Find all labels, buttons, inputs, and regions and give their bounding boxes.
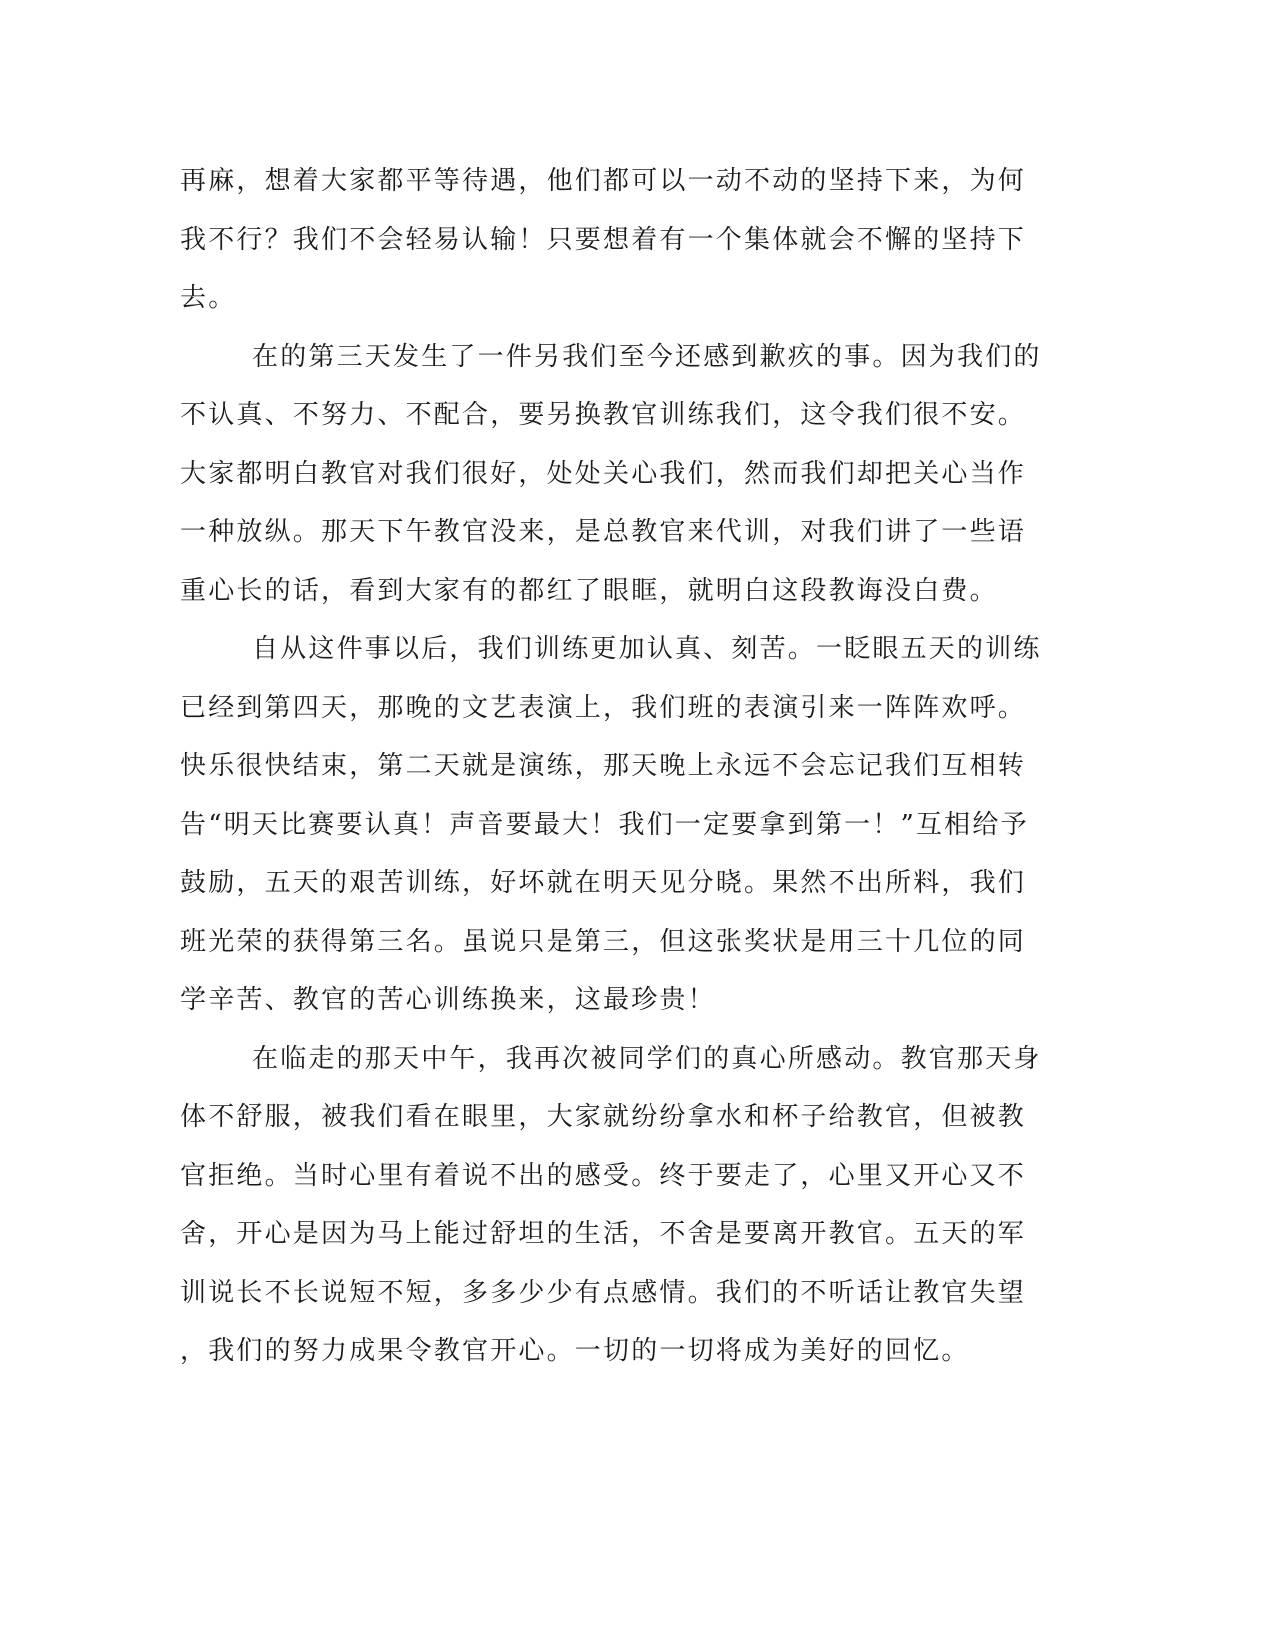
text-line: 不认真、不努力、不配合，要另换教官训练我们，这令我们很不安。 [180, 400, 1027, 430]
text-line: 再麻，想着大家都平等待遇，他们都可以一动不动的坚持下来，为何 [180, 166, 1027, 196]
text-line: 在临走的那天中午，我再次被同学们的真心所感动。教官那天身 [252, 1043, 1042, 1074]
text-line: 快乐很快结束，第二天就是演练，那天晚上永远不会忘记我们互相转 [180, 751, 1027, 781]
text-line: 自从这件事以后，我们训练更加认真、刻苦。一眨眼五天的训练 [252, 634, 1042, 664]
text-line: 鼓励，五天的艰苦训练，好坏就在明天见分晓。果然不出所料，我们 [180, 868, 1027, 898]
text-line: 在的第三天发生了一件另我们至今还感到歉疚的事。因为我们的 [252, 341, 1042, 372]
text-line: 舍，开心是因为马上能过舒坦的生活，不舍是要离开教官。五天的军 [180, 1219, 1027, 1249]
text-line: ，我们的努力成果令教官开心。一切的一切将成为美好的回忆。 [180, 1336, 970, 1366]
text-line: 重心长的话，看到大家有的都红了眼眶，就明白这段教诲没白费。 [180, 575, 998, 606]
text-line: 大家都明白教官对我们很好，处处关心我们，然而我们却把关心当作 [180, 458, 1027, 489]
text-line: 训说长不长说短不短，多多少少有点感情。我们的不听话让教官失望 [180, 1277, 1027, 1308]
text-line: 去。 [180, 283, 237, 313]
text-line: 告“明天比赛要认真！声音要最大！我们一定要拿到第一！”互相给予 [180, 809, 1029, 840]
text-line: 班光荣的获得第三名。虽说只是第三，但这张奖状是用三十几位的同 [180, 926, 1027, 957]
body-text [180, 152, 1040, 1381]
text-line: 学辛苦、教官的苦心训练换来，这最珍贵！ [180, 985, 716, 1015]
text-line: 我不行？我们不会轻易认输！只要想着有一个集体就会不懈的坚持下 [180, 224, 1027, 255]
text-line: 官拒绝。当时心里有着说不出的感受。终于要走了，心里又开心又不 [180, 1160, 1027, 1191]
text-line: 体不舒服，被我们看在眼里，大家就纷纷拿水和杯子给教官，但被教 [180, 1102, 1027, 1132]
text-line: 一种放纵。那天下午教官没来，是总教官来代训，对我们讲了一些语 [180, 517, 1027, 547]
text-line: 已经到第四天，那晚的文艺表演上，我们班的表演引来一阵阵欢呼。 [180, 692, 1027, 723]
